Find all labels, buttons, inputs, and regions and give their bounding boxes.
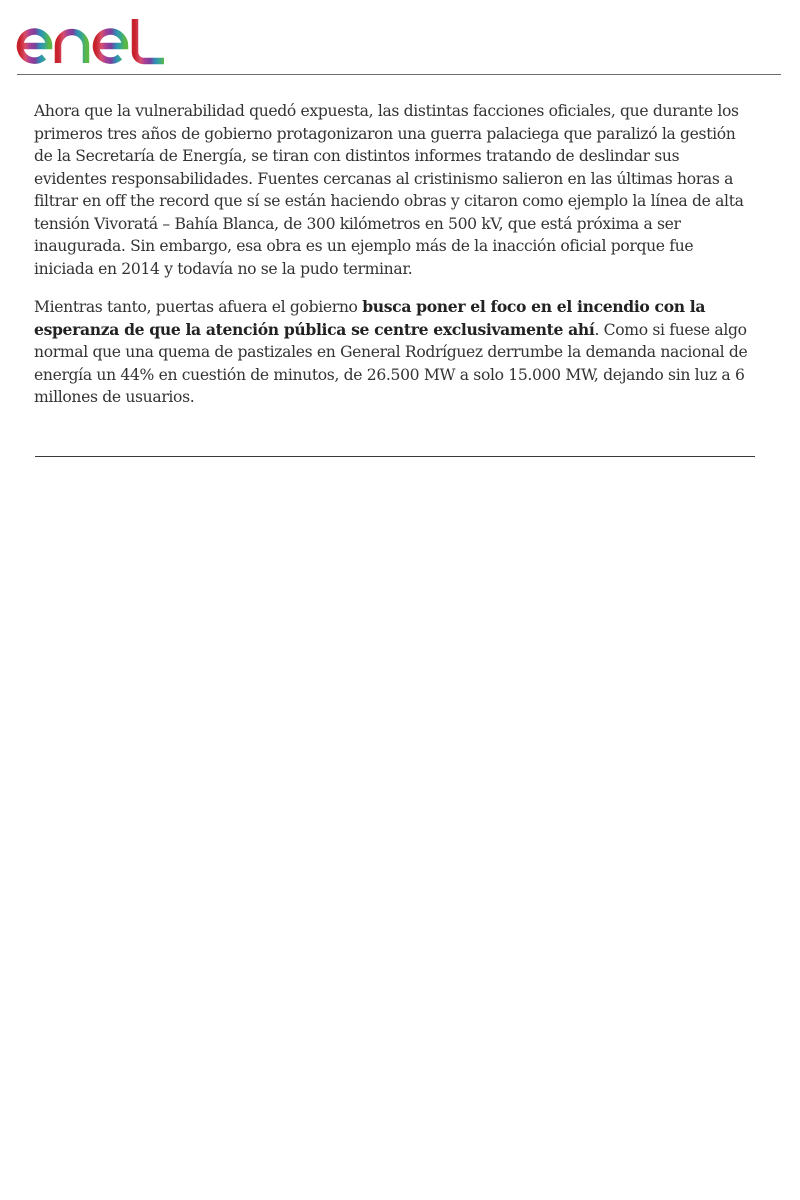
article-end-divider (35, 456, 755, 457)
page-header (0, 0, 800, 76)
paragraph-2-highlight: busca poner el foco en el incendio con la esperanza de que la atención pública se centre exclusivamente ahí (34, 297, 706, 339)
article-paragraph-1: Ahora que la vulnerabilidad quedó expuesta, las distintas facciones oficiales, que durante los primeros tres años de gobierno protagonizaron una guerra palaciega que paralizó la gestión de la Secretaría de Energía, se tiran con distintos informes tratando de deslindar sus evidentes responsabilidades. Fuentes cercanas al cristinismo salieron en las últimas horas a filtrar en off the record que sí se están haciendo obras y citaron como ejemplo la línea de alta tensión Vivoratá – Bahía Blanca, de 300 kilómetros en 500 kV, que está próxima a ser inaugurada. Sin embargo, esa obra es un ejemplo más de la inacción oficial porque fue iniciada en 2014 y todavía no se la pudo terminar. (34, 102, 744, 278)
enel-logo[interactable] (16, 16, 171, 66)
article-body (34, 100, 756, 425)
header-divider (17, 74, 781, 75)
paragraph-2-lead: Mientras tanto, puertas afuera el gobierno (34, 298, 363, 316)
article-paragraph-2 (34, 296, 756, 409)
enel-logo-graphic (16, 16, 171, 66)
paragraph-2-rest: . Como si fuese algo normal que una quema de pastizales en General Rodríguez derrumbe la demanda nacional de energía un 44% en cuestión de minutos, de 26.500 MW a solo 15.000 MW, dejando sin luz a 6 millones de usuarios. (34, 320, 748, 406)
